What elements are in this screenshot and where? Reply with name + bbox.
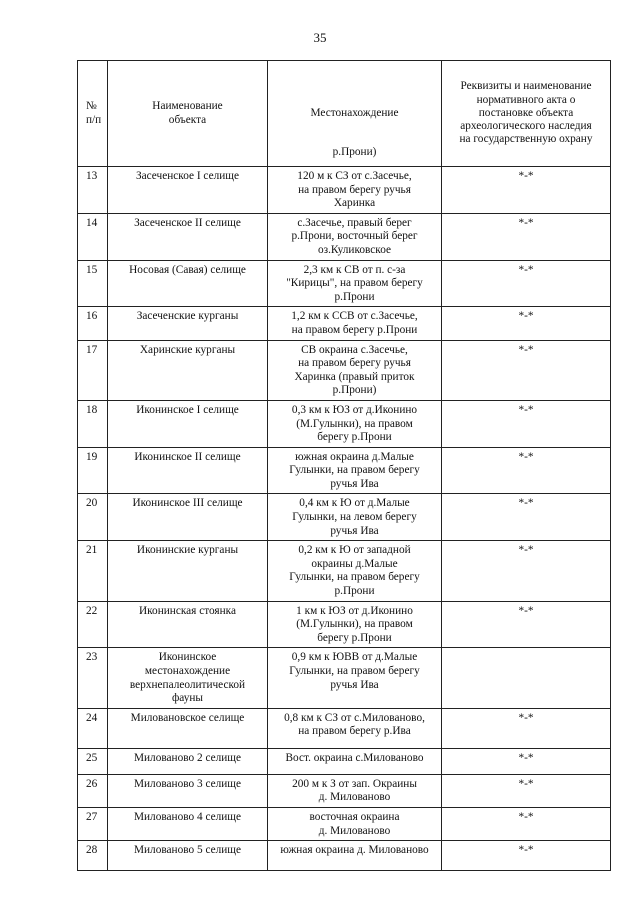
object-location-line: южная окраина д.Малые	[295, 450, 414, 463]
object-location-line: р.Прони	[334, 585, 375, 598]
object-location	[268, 307, 442, 340]
object-location-line: Харинка (правый приток	[294, 370, 415, 383]
object-requisites: *-*	[442, 340, 611, 400]
object-location	[268, 601, 442, 648]
object-location	[268, 260, 442, 307]
row-number: 22	[78, 601, 108, 648]
object-name-line: местонахождение	[144, 665, 231, 677]
object-location-line: 2,3 км к СВ от п. с-за	[303, 263, 406, 276]
object-requisites: *-*	[442, 400, 611, 447]
row-number: 24	[78, 708, 108, 748]
object-name	[108, 494, 268, 541]
row-number: 18	[78, 400, 108, 447]
row-number: 28	[78, 841, 108, 871]
object-location	[268, 541, 442, 601]
object-location-line: на правом берегу р.Прони	[291, 323, 418, 336]
object-location	[268, 748, 442, 774]
object-location-line: 120 м к СЗ от с.Засечье,	[297, 170, 412, 182]
row-number: 17	[78, 340, 108, 400]
object-name-line: Иконинская стоянка	[138, 604, 237, 617]
table-body	[78, 167, 611, 871]
object-location-line: 0,4 км к Ю от д.Малые	[299, 497, 410, 510]
header-requisites-line: на государственную охрану	[459, 133, 593, 146]
row-number: 14	[78, 213, 108, 260]
table-row	[78, 400, 611, 447]
object-name	[108, 167, 268, 214]
object-name-line: Харинские курганы	[139, 343, 236, 356]
header-name-line: Наименование	[152, 99, 223, 112]
object-location-line: 200 м к З от зап. Окраины	[292, 777, 417, 790]
object-location-line: южная окраина д. Милованово	[280, 844, 429, 857]
object-location-line: 0,2 км к Ю от западной	[298, 544, 411, 557]
object-name	[108, 400, 268, 447]
object-location-line: Гулынки, на левом берегу	[292, 511, 417, 524]
object-requisites: *-*	[442, 748, 611, 774]
object-location	[268, 213, 442, 260]
table-row	[78, 167, 611, 214]
header-number-line: №	[86, 99, 97, 112]
object-name	[108, 708, 268, 748]
object-location-line: 0,8 км к СЗ от с.Милованово,	[284, 711, 425, 724]
object-location-line: ручья Ива	[330, 678, 379, 691]
row-number: 23	[78, 648, 108, 708]
object-name-line: Иконинское I селище	[136, 403, 239, 416]
object-location-line: 0,9 км к ЮВВ от д.Малые	[291, 651, 418, 664]
object-name-line: Носовая (Савая) селище	[129, 263, 246, 276]
page-number: 35	[313, 30, 327, 45]
object-name-line: Иконинское II селище	[134, 450, 241, 463]
object-location	[268, 167, 442, 214]
table-row	[78, 601, 611, 648]
archaeological-objects-table	[77, 60, 611, 871]
header-requisites-line: нормативного акта о	[476, 93, 576, 106]
object-requisites: *-*	[442, 541, 611, 601]
object-requisites: *-*	[442, 774, 611, 807]
object-name-line: Иконинское III селище	[132, 497, 243, 510]
object-location-line: "Кирицы", на правом берегу	[286, 277, 423, 290]
object-requisites: *-*	[442, 213, 611, 260]
object-requisites: *-*	[442, 307, 611, 340]
object-location	[268, 774, 442, 807]
object-location-line: (М.Гулынки), на правом	[296, 618, 413, 631]
table-row	[78, 748, 611, 774]
header-requisites-line: Реквизиты и наименование	[460, 80, 592, 93]
row-number: 19	[78, 447, 108, 494]
object-location-line: 1,2 км к ССВ от с.Засечье,	[291, 310, 418, 323]
object-requisites: *-*	[442, 708, 611, 748]
table-row	[78, 213, 611, 260]
object-name-line: Милованово 3 селище	[133, 777, 242, 790]
object-location	[268, 807, 442, 840]
table-row	[78, 340, 611, 400]
object-location-line: 0,3 км к ЮЗ от д.Иконино	[291, 403, 418, 416]
object-requisites: *-*	[442, 260, 611, 307]
table-row	[78, 260, 611, 307]
object-location-line: ручья Ива	[330, 524, 379, 537]
object-location-line: Гулынки, на правом берегу	[289, 571, 420, 584]
object-location-line: р.Прони)	[332, 384, 377, 397]
object-location-line: Харинка	[333, 197, 376, 210]
row-number: 27	[78, 807, 108, 840]
object-name	[108, 541, 268, 601]
object-name-line: Милованово 4 селище	[133, 810, 242, 823]
object-name-line: фауны	[171, 692, 204, 705]
table-row	[78, 494, 611, 541]
object-name-line: Засеченское II селище	[134, 216, 241, 229]
object-name-line: Иконинское	[158, 651, 217, 664]
header-number-line: п/п	[86, 113, 102, 126]
object-location-line: (М.Гулынки), на правом	[296, 417, 413, 430]
object-name	[108, 648, 268, 708]
object-location-line: окраины д.Малые	[311, 557, 398, 570]
object-name	[108, 807, 268, 840]
table-row	[78, 841, 611, 871]
object-name-line: верхнепалеолитической	[129, 678, 246, 691]
table-row	[78, 774, 611, 807]
table-header-row	[78, 61, 611, 167]
object-location-line: р.Прони, восточный берег	[291, 230, 418, 243]
table-row	[78, 648, 611, 708]
object-requisites: *-*	[442, 167, 611, 214]
row-number: 21	[78, 541, 108, 601]
object-location-line: ручья Ива	[330, 477, 379, 490]
object-location-line: на правом берегу ручья	[298, 183, 411, 196]
object-location-line: р.Прони	[334, 290, 375, 303]
header-number	[78, 61, 108, 167]
row-number: 13	[78, 167, 108, 214]
header-location-line: Местонахождение	[310, 106, 399, 119]
object-name	[108, 774, 268, 807]
object-location-line: Вост. окраина с.Милованово	[285, 751, 424, 764]
object-name	[108, 260, 268, 307]
object-location	[268, 340, 442, 400]
object-location-line: на правом берегу р.Ива	[298, 725, 411, 738]
header-location-tail: р.Прони)	[332, 146, 377, 159]
header-name-line: объекта	[168, 113, 207, 126]
header-location	[268, 61, 442, 167]
object-location-line: на правом берегу ручья	[298, 357, 411, 370]
object-name	[108, 447, 268, 494]
header-requisites-line: археологического наследия	[460, 120, 592, 133]
object-requisites: *-*	[442, 494, 611, 541]
table-row	[78, 447, 611, 494]
object-location	[268, 447, 442, 494]
table-row	[78, 307, 611, 340]
object-location-line: Гулынки, на правом берегу	[289, 464, 420, 477]
object-location	[268, 648, 442, 708]
object-name	[108, 307, 268, 340]
object-name-line: Засеченское I селище	[135, 170, 239, 182]
object-location-line: д. Милованово	[318, 824, 391, 837]
object-location	[268, 494, 442, 541]
object-location-line: 1 км к ЮЗ от д.Иконино	[296, 604, 413, 617]
object-location	[268, 400, 442, 447]
object-requisites: *-*	[442, 807, 611, 840]
object-location-line: берегу р.Прони	[317, 631, 392, 644]
row-number: 20	[78, 494, 108, 541]
table-row	[78, 541, 611, 601]
row-number: 26	[78, 774, 108, 807]
object-name	[108, 213, 268, 260]
object-name-line: Миловановское селище	[130, 711, 245, 724]
header-object-name	[108, 61, 268, 167]
object-requisites: *-*	[442, 447, 611, 494]
object-name	[108, 841, 268, 871]
object-location-line: Гулынки, на правом берегу	[289, 665, 420, 677]
header-requisites	[442, 61, 611, 167]
table-row	[78, 708, 611, 748]
object-name-line: Милованово 5 селище	[133, 844, 242, 857]
row-number: 25	[78, 748, 108, 774]
object-name-line: Милованово 2 селище	[133, 751, 242, 764]
row-number: 15	[78, 260, 108, 307]
header-requisites-line: постановке объекта	[478, 106, 574, 119]
object-location-line: берегу р.Прони	[317, 431, 392, 444]
object-location	[268, 708, 442, 748]
table-row	[78, 807, 611, 840]
object-name	[108, 748, 268, 774]
object-location-line: д. Милованово	[318, 791, 391, 804]
object-name	[108, 340, 268, 400]
object-requisites: *-*	[442, 841, 611, 871]
row-number: 16	[78, 307, 108, 340]
object-name-line: Иконинские курганы	[136, 544, 239, 557]
object-location-line: восточная окраина	[309, 810, 400, 823]
object-location	[268, 841, 442, 871]
object-location-line: СВ окраина с.Засечье,	[301, 343, 408, 356]
object-name	[108, 601, 268, 648]
object-location-line: оз.Куликовское	[317, 243, 391, 256]
object-location-line: с.Засечье, правый берег	[297, 216, 412, 229]
object-name-line: Засеченские курганы	[136, 310, 239, 323]
object-requisites	[442, 648, 611, 708]
object-requisites: *-*	[442, 601, 611, 648]
